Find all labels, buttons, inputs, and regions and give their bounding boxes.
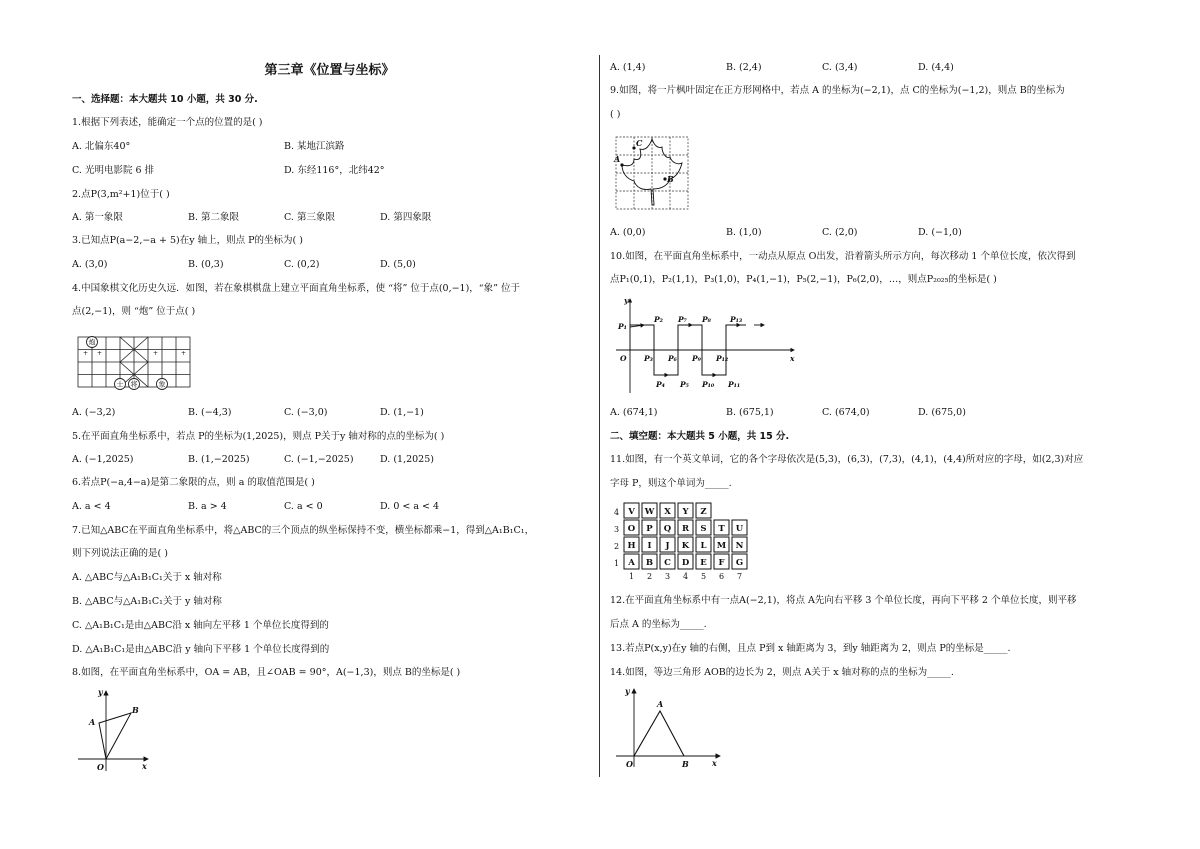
q6-option-d[interactable]: D. 0 < a < 4 [380, 501, 440, 512]
p3-label: P₃ [644, 354, 653, 363]
q9-option-d[interactable]: D. (−1,0) [918, 227, 962, 238]
letter-cell-text: M [716, 541, 727, 551]
q10-option-a[interactable]: A. (674,1) [610, 407, 658, 418]
q13-stem: 13.若点P(x,y)在y 轴的右侧，且点 P到 x 轴距离为 3，到y 轴距离为 2，则点 P的坐标是_____. [610, 643, 1011, 654]
q8-stem: 8.如图，在平面直角坐标系中，OA = AB，且∠OAB = 90°，A(−1,3)，则点 B的坐标是( ) [72, 667, 461, 678]
p10-label: P₁₀ [702, 380, 715, 389]
p2-label: P₂ [654, 315, 663, 324]
letter-cell-text: D [681, 558, 690, 568]
column-number: 3 [664, 572, 671, 581]
svg-text:+: + [97, 350, 103, 357]
q7-option-c[interactable]: C. △A₁B₁C₁是由△ABC沿 x 轴向左平移 1 个单位长度得到的 [72, 620, 329, 631]
q1-option-b[interactable]: B. 某地江滨路 [284, 141, 345, 152]
column-number: 6 [718, 572, 725, 581]
q6-option-a[interactable]: A. a < 4 [72, 501, 111, 512]
row-number: 1 [614, 559, 620, 568]
x-axis-label: x [142, 761, 147, 771]
column-number: 4 [682, 572, 689, 581]
letter-cell-text: L [700, 541, 707, 551]
row-number: 4 [614, 508, 620, 517]
point-b-label: B [667, 174, 674, 184]
p1-label: P₁ [618, 322, 627, 331]
q8-coordinate-figure [76, 685, 156, 775]
svg-text:+: + [83, 350, 89, 357]
y-axis-label: y [624, 296, 629, 305]
q4-option-a[interactable]: A. (−3,2) [72, 407, 116, 418]
q8-option-b[interactable]: B. (2,4) [726, 62, 762, 73]
q6-option-b[interactable]: B. a > 4 [188, 501, 227, 512]
q1-stem: 1.根据下列表述，能确定一个点的位置的是( ) [72, 117, 263, 128]
q2-option-c[interactable]: C. 第三象限 [284, 212, 335, 223]
q12-stem-line2: 后点 A 的坐标为_____. [610, 619, 707, 630]
q1-option-d[interactable]: D. 东经116°，北纬42° [284, 165, 385, 176]
q11-stem-line1: 11.如图，有一个英文单词，它的各个字母依次是(5,3)，(6,3)，(7,3)，(4,1)，(4,4)所对应的字母，如(2,3)对应 [610, 454, 1084, 465]
y-axis-label: y [625, 686, 630, 696]
p9-label: P₉ [692, 354, 701, 363]
q3-option-b[interactable]: B. (0,3) [188, 259, 224, 270]
point-a-label: A [657, 699, 664, 709]
xiang-label: 象 [158, 380, 166, 389]
svg-text:+: + [181, 350, 187, 357]
triangle-oab [99, 713, 131, 759]
p13-label: P₁₃ [730, 315, 743, 324]
q5-option-b[interactable]: B. (1,−2025) [188, 454, 250, 465]
point-a-dot [620, 163, 623, 166]
letter-grid-figure [612, 501, 762, 585]
q6-option-c[interactable]: C. a < 0 [284, 501, 323, 512]
letter-cell-text: X [664, 507, 671, 517]
p5-label: P₅ [680, 380, 689, 389]
q9-option-b[interactable]: B. (1,0) [726, 227, 762, 238]
q3-option-c[interactable]: C. (0,2) [284, 259, 320, 270]
point-b-label: B [132, 705, 139, 715]
q1-option-a[interactable]: A. 北偏东40° [72, 141, 131, 152]
q1-option-c[interactable]: C. 光明电影院 6 排 [72, 165, 155, 176]
q9-stem-line1: 9.如图，将一片枫叶固定在正方形网格中，若点 A 的坐标为(−2,1)，点 C的坐标为(−1,2)，则点 B的坐标为 [610, 85, 1065, 96]
q14-stem: 14.如图，等边三角形 AOB的边长为 2，则点 A关于 x 轴对称的点的坐标为_____. [610, 667, 954, 678]
letter-cell-text: S [700, 524, 707, 534]
letter-cell-text: O [627, 524, 636, 534]
q2-option-d[interactable]: D. 第四象限 [380, 212, 432, 223]
maple-leaf-grid-figure [612, 135, 692, 211]
triangle-aob [634, 711, 684, 756]
point-b-label: B [682, 759, 689, 769]
letter-cell-text: T [718, 524, 725, 534]
letter-cell-text: E [700, 558, 707, 568]
jiang-label: 将 [130, 380, 138, 389]
p12-label: P₁₂ [716, 354, 729, 363]
letter-cell-text: Y [682, 507, 689, 517]
row-number: 3 [614, 525, 620, 534]
q11-stem-line2: 字母 P，则这个单词为_____. [610, 478, 732, 489]
q8-option-a[interactable]: A. (1,4) [610, 62, 646, 73]
q2-option-a[interactable]: A. 第一象限 [72, 212, 123, 223]
column-number: 1 [628, 572, 635, 581]
q2-stem: 2.点P(3,m²+1)位于( ) [72, 189, 170, 200]
q10-stem-line2: 点P₁(0,1)，P₂(1,1)，P₃(1,0)，P₄(1,−1)，P₅(2,−1)，P₆(2,0)，…，则点P₂₀₂₅的坐标是( ) [610, 274, 997, 285]
q6-stem: 6.若点P(−a,4−a)是第二象限的点，则 a 的取值范围是( ) [72, 477, 315, 488]
x-axis-label: x [790, 354, 795, 363]
q5-option-c[interactable]: C. (−1,−2025) [284, 454, 354, 465]
letter-cell-text: H [627, 541, 636, 551]
point-c-label: C [636, 138, 643, 148]
q10-option-c[interactable]: C. (674,0) [822, 407, 870, 418]
origin-label: O [626, 759, 633, 769]
q5-option-d[interactable]: D. (1,2025) [380, 454, 434, 465]
q3-option-a[interactable]: A. (3,0) [72, 259, 108, 270]
letter-cell-text: U [735, 524, 744, 534]
q3-stem: 3.已知点P(a−2,−a + 5)在y 轴上，则点 P的坐标为( ) [72, 235, 303, 246]
origin-label: O [97, 762, 104, 772]
x-axis-label: x [712, 758, 717, 768]
q9-option-c[interactable]: C. (2,0) [822, 227, 858, 238]
q10-path-figure [614, 295, 800, 395]
svg-text:+: + [153, 350, 159, 357]
q7-option-a[interactable]: A. △ABC与△A₁B₁C₁关于 x 轴对称 [72, 572, 222, 583]
pao-label: 炮 [88, 338, 96, 347]
q2-option-b[interactable]: B. 第二象限 [188, 212, 240, 223]
letter-cell-text: C [664, 558, 671, 568]
y-axis-label: y [98, 687, 103, 697]
section-fill-heading: 二、填空题：本大题共 5 小题，共 15 分. [610, 431, 790, 442]
p7-label: P₇ [678, 315, 687, 324]
p4-label: P₄ [656, 380, 665, 389]
p6-label: P₆ [668, 354, 677, 363]
q12-stem-line1: 12.在平面直角坐标系中有一点A(−2,1)，将点 A先向右平移 3 个单位长度，再向下平移 2 个单位长度，则平移 [610, 595, 1077, 606]
q5-option-a[interactable]: A. (−1,2025) [72, 454, 134, 465]
letter-cell-text: Z [700, 507, 707, 517]
q4-option-c[interactable]: C. (−3,0) [284, 407, 328, 418]
q4-stem-line1: 4.中国象棋文化历史久远．如图，若在象棋棋盘上建立平面直角坐标系，使 “将” 位于点(0,−1)，“象” 位于 [72, 283, 521, 294]
chess-board-figure [74, 331, 194, 393]
q4-option-d[interactable]: D. (1,−1) [380, 407, 424, 418]
letter-cell-text: K [681, 541, 690, 551]
point-a-label: A [89, 717, 96, 727]
p11-label: P₁₁ [728, 380, 741, 389]
column-number: 5 [700, 572, 707, 581]
q5-stem: 5.在平面直角坐标系中，若点 P的坐标为(1,2025)，则点 P关于y 轴对称的点的坐标为( ) [72, 431, 445, 442]
letter-cell-text: P [646, 524, 653, 534]
q7-option-d[interactable]: D. △A₁B₁C₁是由△ABC沿 y 轴向下平移 1 个单位长度得到的 [72, 644, 330, 655]
row-number: 2 [614, 542, 620, 551]
q7-option-b[interactable]: B. △ABC与△A₁B₁C₁关于 y 轴对称 [72, 596, 222, 607]
q4-option-b[interactable]: B. (−4,3) [188, 407, 232, 418]
shi-label: 士 [116, 380, 124, 389]
q8-option-c[interactable]: C. (3,4) [822, 62, 858, 73]
q10-option-d[interactable]: D. (675,0) [918, 407, 966, 418]
letter-cell-text: R [681, 524, 690, 534]
q14-triangle-figure [612, 685, 732, 775]
origin-label: O [620, 354, 627, 363]
column-number: 7 [736, 572, 743, 581]
letter-cell-text: A [628, 558, 635, 568]
letter-cell-text: W [644, 507, 655, 517]
letter-cell-text: V [628, 507, 635, 517]
letter-cell-text: N [735, 541, 744, 551]
p8-label: P₈ [702, 315, 711, 324]
q9-option-a[interactable]: A. (0,0) [610, 227, 646, 238]
q4-stem-line2: 点(2,−1)，则 “炮” 位于点( ) [72, 306, 196, 317]
column-divider [599, 55, 600, 777]
letter-cell-text: I [647, 541, 652, 551]
letter-cell-text: G [735, 558, 744, 568]
page-title: 第三章《位置与坐标》 [264, 63, 395, 78]
q9-stem-line2: ( ) [610, 109, 621, 120]
q10-option-b[interactable]: B. (675,1) [726, 407, 774, 418]
letter-cell-text: Q [663, 524, 672, 534]
point-a-label: A [614, 154, 621, 164]
letter-cell-text: F [718, 558, 725, 568]
q8-option-d[interactable]: D. (4,4) [918, 62, 954, 73]
column-number: 2 [646, 572, 653, 581]
q7-stem-line1: 7.已知△ABC在平面直角坐标系中，将△ABC的三个顶点的纵坐标保持不变，横坐标都乘−1，得到△A₁B₁C₁， [72, 525, 535, 536]
q7-stem-line2: 则下列说法正确的是( ) [72, 548, 168, 559]
q10-stem-line1: 10.如图，在平面直角坐标系中，一动点从原点 O出发，沿着箭头所示方向，每次移动 1 个单位长度，依次得到 [610, 251, 1076, 262]
q3-option-d[interactable]: D. (5,0) [380, 259, 416, 270]
letter-cell-text: J [665, 541, 670, 551]
section-choice-heading: 一、选择题：本大题共 10 小题，共 30 分. [72, 94, 258, 105]
letter-cell-text: B [645, 558, 654, 568]
